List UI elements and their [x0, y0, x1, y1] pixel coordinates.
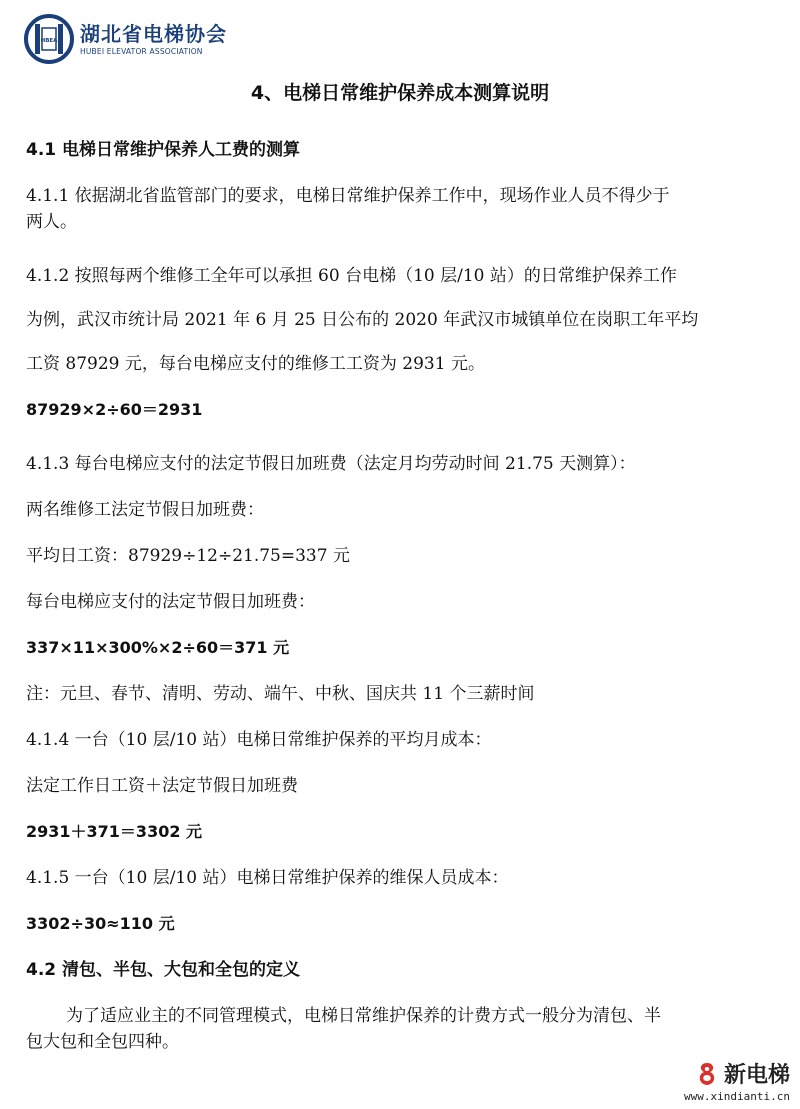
association-name-en: HUBEI ELEVATOR ASSOCIATION — [80, 46, 203, 56]
watermark — [684, 1058, 790, 1103]
paragraph-4-1-4-line-1: 4.1.4 一台（10 层/10 站）电梯日常维护保养的平均月成本： — [26, 730, 492, 750]
paragraph-4-1-1-line-2: 两人。 — [26, 212, 77, 232]
formula-1: 87929×2÷60＝2931 — [26, 400, 203, 419]
watermark-url: www.xindianti.cn — [684, 1090, 790, 1103]
paragraph-4-1-4-line-2: 法定工作日工资＋法定节假日加班费 — [26, 776, 298, 796]
formula-2: 337×11×300%×2÷60＝371 元 — [26, 638, 290, 657]
section-heading-4-2: 4.2 清包、半包、大包和全包的定义 — [26, 960, 301, 980]
header — [24, 14, 227, 64]
paragraph-4-1-3-line-4: 每台电梯应支付的法定节假日加班费： — [26, 592, 315, 612]
note-line: 注：元旦、春节、清明、劳动、端午、中秋、国庆共 11 个三薪时间 — [26, 684, 535, 704]
xindianti-logo-icon — [694, 1060, 720, 1088]
paragraph-4-2-line-1: 为了适应业主的不同管理模式，电梯日常维护保养的计费方式一般分为清包、半 — [66, 1006, 661, 1026]
paragraph-4-2-line-2: 包大包和全包四种。 — [26, 1032, 179, 1052]
formula-4: 3302÷30≈110 元 — [26, 914, 175, 933]
section-heading-4-1: 4.1 电梯日常维护保养人工费的测算 — [26, 140, 301, 160]
paragraph-4-1-1-line-1: 4.1.1 依据湖北省监管部门的要求，电梯日常维护保养工作中，现场作业人员不得少于 — [26, 186, 670, 206]
association-name — [80, 23, 227, 56]
paragraph-4-1-5-line-1: 4.1.5 一台（10 层/10 站）电梯日常维护保养的维保人员成本： — [26, 868, 509, 888]
paragraph-4-1-3-line-3: 平均日工资：87929÷12÷21.75=337 元 — [26, 546, 350, 566]
paragraph-4-1-2-line-3: 工资 87929 元，每台电梯应支付的维修工工资为 2931 元。 — [26, 354, 485, 374]
paragraph-4-1-3-line-1: 4.1.3 每台电梯应支付的法定节假日加班费（法定月均劳动时间 21.75 天测算）： — [26, 454, 636, 474]
logo-mark-text: HBEA — [40, 38, 58, 44]
paragraph-4-1-2-line-1: 4.1.2 按照每两个维修工全年可以承担 60 台电梯（10 层/10 站）的日常维护保养工作 — [26, 266, 677, 286]
association-logo-icon — [24, 14, 74, 64]
watermark-text: 新电梯 — [723, 1063, 790, 1088]
paragraph-4-1-3-line-2: 两名维修工法定节假日加班费： — [26, 500, 264, 520]
association-name-cn: 湖北省电梯协会 — [80, 21, 227, 46]
formula-3: 2931＋371＝3302 元 — [26, 822, 203, 841]
paragraph-4-1-2-line-2: 为例，武汉市统计局 2021 年 6 月 25 日公布的 2020 年武汉市城镇单位在岗职工年平均 — [26, 310, 699, 330]
document-title: 4、电梯日常维护保养成本测算说明 — [250, 82, 550, 104]
